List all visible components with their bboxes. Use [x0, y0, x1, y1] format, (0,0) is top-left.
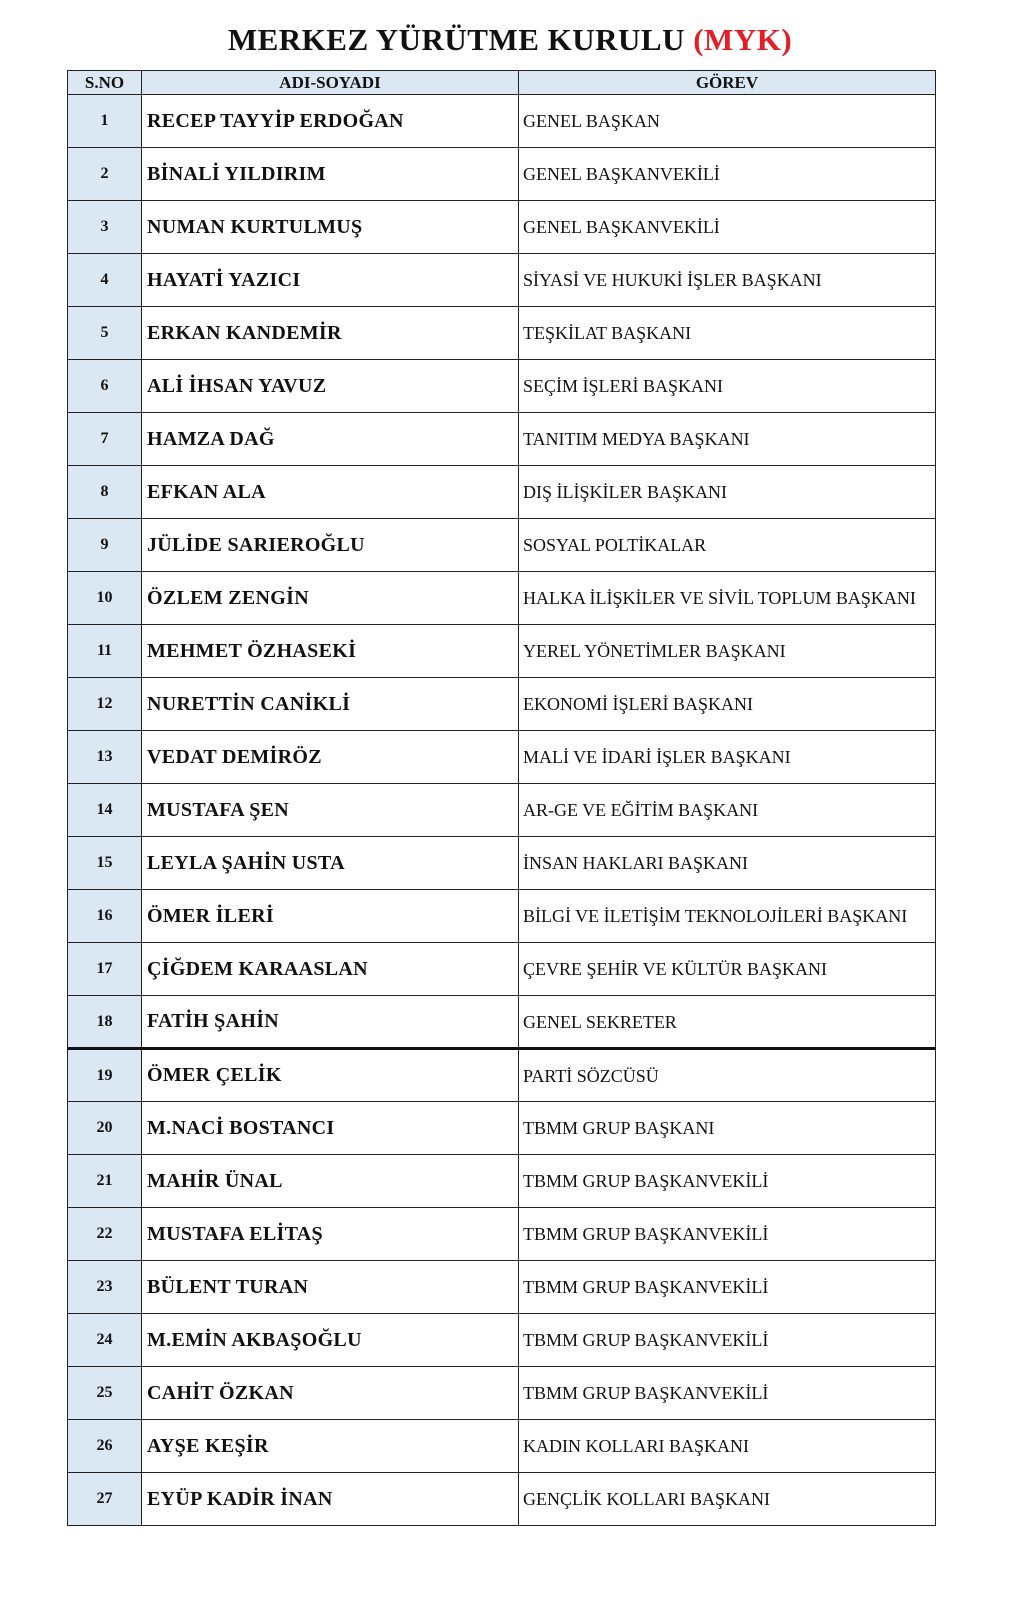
row-number: 7 [68, 413, 142, 466]
member-name: NUMAN KURTULMUŞ [142, 201, 519, 254]
table-row [68, 784, 936, 837]
member-role: YEREL YÖNETİMLER BAŞKANI [519, 625, 936, 678]
row-number: 11 [68, 625, 142, 678]
member-name: LEYLA ŞAHİN USTA [142, 837, 519, 890]
page-title [0, 22, 1020, 58]
member-role: TBMM GRUP BAŞKANI [519, 1102, 936, 1155]
member-role: GENÇLİK KOLLARI BAŞKANI [519, 1473, 936, 1526]
member-name: ALİ İHSAN YAVUZ [142, 360, 519, 413]
row-number: 26 [68, 1420, 142, 1473]
member-name: ÖZLEM ZENGİN [142, 572, 519, 625]
members-table [67, 70, 936, 1526]
member-name: MEHMET ÖZHASEKİ [142, 625, 519, 678]
member-role: HALKA İLİŞKİLER VE SİVİL TOPLUM BAŞKANI [519, 572, 936, 625]
member-role: GENEL SEKRETER [519, 996, 936, 1049]
member-name: HAYATİ YAZICI [142, 254, 519, 307]
table-row [68, 1261, 936, 1314]
row-number: 19 [68, 1049, 142, 1102]
member-role: DIŞ İLİŞKİLER BAŞKANI [519, 466, 936, 519]
member-role: GENEL BAŞKANVEKİLİ [519, 201, 936, 254]
member-role: EKONOMİ İŞLERİ BAŞKANI [519, 678, 936, 731]
table-row [68, 625, 936, 678]
member-name: ÇİĞDEM KARAASLAN [142, 943, 519, 996]
member-role: AR-GE VE EĞİTİM BAŞKANI [519, 784, 936, 837]
row-number: 2 [68, 148, 142, 201]
member-role: TEŞKİLAT BAŞKANI [519, 307, 936, 360]
row-number: 5 [68, 307, 142, 360]
table-row [68, 1473, 936, 1526]
row-number: 18 [68, 996, 142, 1049]
member-name: MUSTAFA ŞEN [142, 784, 519, 837]
table-row [68, 519, 936, 572]
member-role: PARTİ SÖZCÜSÜ [519, 1049, 936, 1102]
table-row [68, 1208, 936, 1261]
row-number: 21 [68, 1155, 142, 1208]
table-row [68, 1049, 936, 1102]
member-role: TANITIM MEDYA BAŞKANI [519, 413, 936, 466]
member-role: TBMM GRUP BAŞKANVEKİLİ [519, 1314, 936, 1367]
row-number: 1 [68, 95, 142, 148]
member-name: EFKAN ALA [142, 466, 519, 519]
member-name: ÖMER İLERİ [142, 890, 519, 943]
member-role: KADIN KOLLARI BAŞKANI [519, 1420, 936, 1473]
table-row [68, 678, 936, 731]
table-row [68, 307, 936, 360]
row-number: 10 [68, 572, 142, 625]
column-header-role: GÖREV [519, 71, 936, 95]
table-row [68, 731, 936, 784]
member-role: İNSAN HAKLARI BAŞKANI [519, 837, 936, 890]
table-row [68, 360, 936, 413]
member-name: BÜLENT TURAN [142, 1261, 519, 1314]
row-number: 23 [68, 1261, 142, 1314]
member-role: SEÇİM İŞLERİ BAŞKANI [519, 360, 936, 413]
column-header-no: S.NO [68, 71, 142, 95]
row-number: 17 [68, 943, 142, 996]
member-role: MALİ VE İDARİ İŞLER BAŞKANI [519, 731, 936, 784]
member-name: M.NACİ BOSTANCI [142, 1102, 519, 1155]
member-name: BİNALİ YILDIRIM [142, 148, 519, 201]
title-main: MERKEZ YÜRÜTME KURULU [227, 22, 685, 57]
row-number: 27 [68, 1473, 142, 1526]
row-number: 4 [68, 254, 142, 307]
table-row [68, 1314, 936, 1367]
row-number: 22 [68, 1208, 142, 1261]
row-number: 24 [68, 1314, 142, 1367]
row-number: 14 [68, 784, 142, 837]
table-row [68, 1420, 936, 1473]
member-name: MAHİR ÜNAL [142, 1155, 519, 1208]
row-number: 25 [68, 1367, 142, 1420]
row-number: 3 [68, 201, 142, 254]
member-name: ÖMER ÇELİK [142, 1049, 519, 1102]
table-row [68, 1102, 936, 1155]
row-number: 12 [68, 678, 142, 731]
member-name: FATİH ŞAHİN [142, 996, 519, 1049]
row-number: 9 [68, 519, 142, 572]
table-body [68, 95, 936, 1526]
row-number: 15 [68, 837, 142, 890]
table-row [68, 254, 936, 307]
row-number: 8 [68, 466, 142, 519]
row-number: 6 [68, 360, 142, 413]
table-row [68, 1367, 936, 1420]
member-name: JÜLİDE SARIEROĞLU [142, 519, 519, 572]
table-row [68, 572, 936, 625]
table-row [68, 201, 936, 254]
table-row [68, 890, 936, 943]
member-role: GENEL BAŞKANVEKİLİ [519, 148, 936, 201]
member-role: TBMM GRUP BAŞKANVEKİLİ [519, 1155, 936, 1208]
member-role: GENEL BAŞKAN [519, 95, 936, 148]
member-name: HAMZA DAĞ [142, 413, 519, 466]
table-row [68, 943, 936, 996]
table-row [68, 148, 936, 201]
member-name: CAHİT ÖZKAN [142, 1367, 519, 1420]
table-row [68, 466, 936, 519]
table-row [68, 413, 936, 466]
member-role: TBMM GRUP BAŞKANVEKİLİ [519, 1261, 936, 1314]
member-name: AYŞE KEŞİR [142, 1420, 519, 1473]
member-role: TBMM GRUP BAŞKANVEKİLİ [519, 1208, 936, 1261]
member-role: SOSYAL POLTİKALAR [519, 519, 936, 572]
table-row [68, 996, 936, 1049]
member-name: EYÜP KADİR İNAN [142, 1473, 519, 1526]
member-name: MUSTAFA ELİTAŞ [142, 1208, 519, 1261]
row-number: 16 [68, 890, 142, 943]
column-header-name: ADI-SOYADI [142, 71, 519, 95]
member-name: M.EMİN AKBAŞOĞLU [142, 1314, 519, 1367]
member-name: RECEP TAYYİP ERDOĞAN [142, 95, 519, 148]
member-role: BİLGİ VE İLETİŞİM TEKNOLOJİLERİ BAŞKANI [519, 890, 936, 943]
table-row [68, 95, 936, 148]
row-number: 13 [68, 731, 142, 784]
member-name: VEDAT DEMİRÖZ [142, 731, 519, 784]
table-header-row [68, 71, 936, 95]
member-name: NURETTİN CANİKLİ [142, 678, 519, 731]
member-role: ÇEVRE ŞEHİR VE KÜLTÜR BAŞKANI [519, 943, 936, 996]
member-role: TBMM GRUP BAŞKANVEKİLİ [519, 1367, 936, 1420]
title-abbr: (MYK) [693, 22, 793, 57]
row-number: 20 [68, 1102, 142, 1155]
table-row [68, 837, 936, 890]
member-role: SİYASİ VE HUKUKİ İŞLER BAŞKANI [519, 254, 936, 307]
table-row [68, 1155, 936, 1208]
member-name: ERKAN KANDEMİR [142, 307, 519, 360]
